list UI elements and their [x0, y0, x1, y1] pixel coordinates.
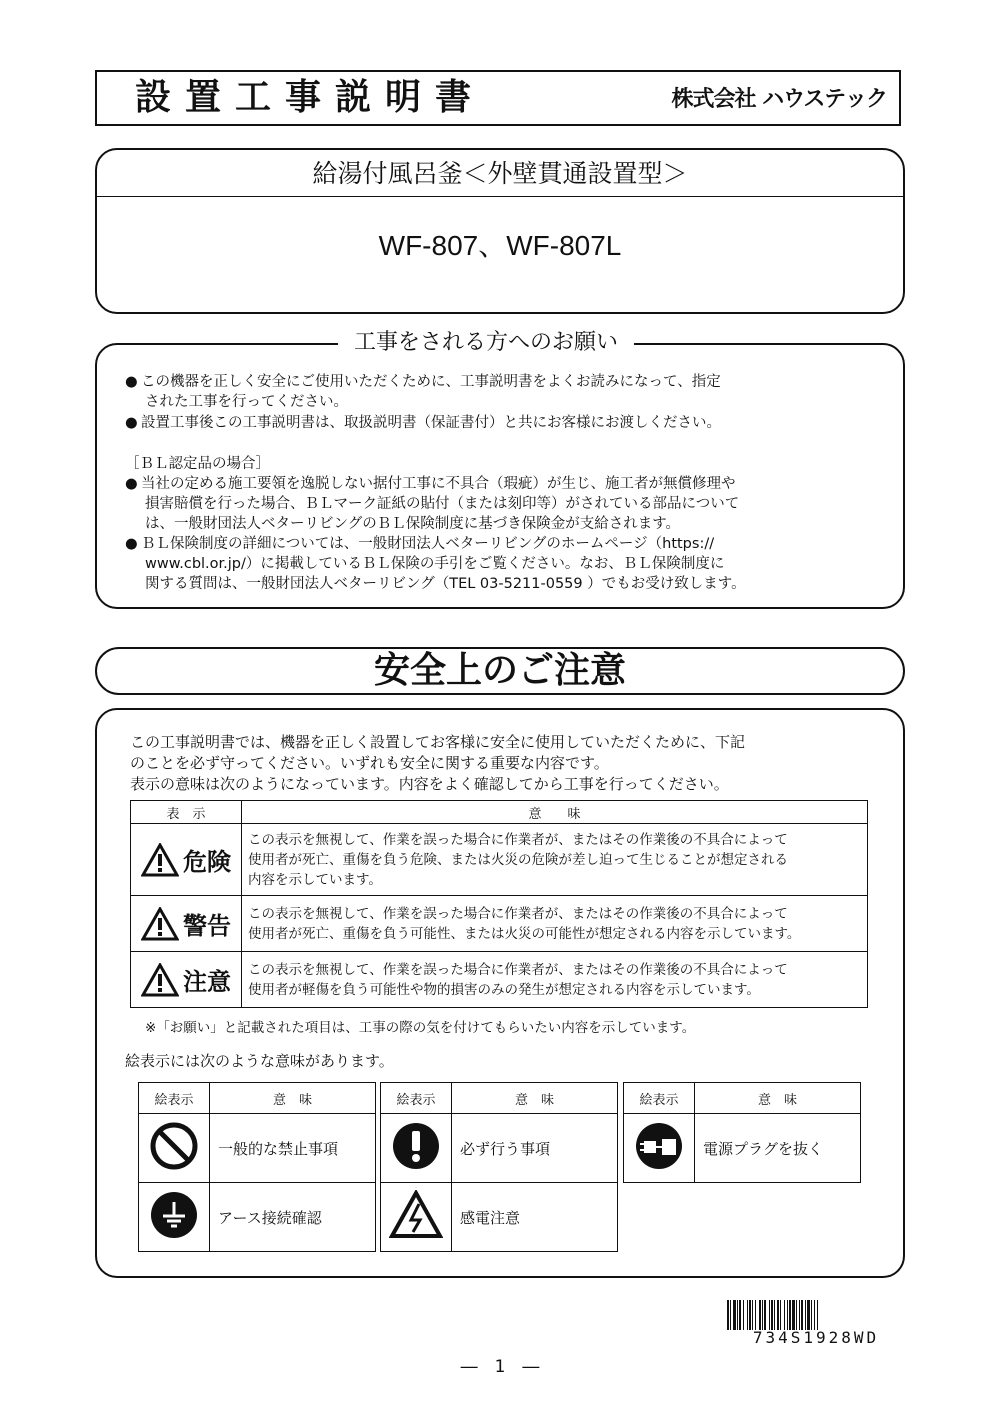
signal-word-table: [130, 800, 868, 1008]
pictogram-intro: 絵表示には次のような意味があります。: [125, 1052, 394, 1070]
request-bullet-1: ● この機器を正しく安全にご使用いただくために、工事説明書をよくお読みになって、指定 された工事を行ってください。: [125, 374, 721, 410]
product-type: 給湯付風呂釜＜外壁貫通設置型＞: [312, 159, 688, 188]
bullet-icon: ●: [125, 415, 138, 431]
signal-word-warning: 警告: [183, 912, 231, 940]
pictogram-table-1: 絵表示 意 味 一般的な禁止事項 アース接続確認: [138, 1082, 376, 1252]
bl-bullet-2: ● ＢＬ保険制度の詳細については、一般財団法人ベターリビングのホームページ（https:// www.cbl.or.jp/）に掲載しているＢＬ保険の手引をご覧ください。なお、ＢＬ保険制度に 関する質問は、一般財団法人ベターリビング（TEL 03-5211-0559 ）でもお受け致します。: [125, 536, 746, 592]
mandatory-icon: [391, 1121, 441, 1171]
table-row: アース接続確認: [139, 1183, 376, 1252]
pictogram-table-3: 絵表示 意 味 電源プラグを抜く: [623, 1082, 861, 1183]
warning-triangle-icon: [141, 963, 179, 997]
document-title: 設置工事説明書: [135, 77, 486, 118]
ground-icon: [149, 1190, 199, 1240]
signal-description: この表示を無視して、作業を誤った場合に作業者が、またはその作業後の不具合によって 使用者が死亡、重傷を負う可能性、または火災の可能性が想定される内容を示しています。: [242, 896, 868, 952]
unplug-icon: [634, 1121, 684, 1171]
request-bullet-2: ● 設置工事後この工事説明書は、取扱説明書（保証書付）と共にお客様にお渡しください。: [125, 415, 721, 431]
company-name: 株式会社 ハウステック: [671, 87, 887, 112]
product-models: WF-807、WF-807L: [378, 230, 622, 261]
barcode: [727, 1300, 905, 1330]
signal-word-danger: 危険: [183, 848, 231, 876]
signal-description: この表示を無視して、作業を誤った場合に作業者が、またはその作業後の不具合によって 使用者が死亡、重傷を負う危険、または火災の危険が差し迫って生じることが想定される 内容を示しています。: [242, 824, 868, 896]
electric-shock-icon: [389, 1190, 443, 1240]
bullet-icon: ●: [125, 536, 138, 552]
signal-description: この表示を無視して、作業を誤った場合に作業者が、またはその作業後の不具合によって 使用者が軽傷を負う可能性や物的損害のみの発生が想定される内容を示しています。: [242, 952, 868, 1008]
pictogram-table-2: 絵表示 意 味 必ず行う事項 感電注意: [380, 1082, 618, 1252]
bl-heading: ［ＢＬ認定品の場合］: [125, 456, 270, 472]
table-row: 電源プラグを抜く: [624, 1114, 861, 1183]
product-box: [95, 148, 905, 314]
table-row: [131, 896, 868, 952]
table-row: 感電注意: [381, 1183, 618, 1252]
column-header-sign: 表 示: [131, 801, 242, 824]
barcode-text: 734S1928WD: [752, 1328, 880, 1347]
safety-intro: この工事説明書では、機器を正しく設置してお客様に安全に使用していただくために、下記 のことを必ず守ってください。いずれも安全に関する重要な内容です。 表示の意味は次のようになっています。内容をよく確認してから工事を行ってください。: [130, 733, 746, 793]
table-row: [131, 952, 868, 1008]
bl-bullet-1: ● 当社の定める施工要領を逸脱しない据付工事に不具合（瑕疵）が生じ、施工者が無償修理や 損害賠償を行った場合、ＢＬマーク証紙の貼付（または刻印等）がされている部品について は、一般財団法人ベターリビングのＢＬ保険制度に基づき保険金が支給されます。: [125, 476, 740, 532]
title-box: [95, 70, 901, 126]
table-row: [131, 824, 868, 896]
note-line: ※「お願い」と記載された項目は、工事の際の気を付けてもらいたい内容を示しています。: [145, 1020, 696, 1036]
column-header-meaning: 意 味: [242, 801, 868, 824]
signal-word-caution: 注意: [183, 968, 231, 996]
page-number: ― 1 ―: [460, 1357, 540, 1377]
safety-title-box: [95, 647, 905, 695]
prohibition-icon: [149, 1121, 199, 1171]
bullet-icon: ●: [125, 374, 138, 390]
request-heading: 工事をされる方へのお願い: [338, 328, 634, 358]
divider: [97, 196, 903, 197]
warning-triangle-icon: [141, 843, 179, 877]
bullet-icon: ●: [125, 476, 138, 492]
safety-title: 安全上のご注意: [373, 650, 626, 691]
table-row: 一般的な禁止事項: [139, 1114, 376, 1183]
warning-triangle-icon: [141, 907, 179, 941]
table-row: 必ず行う事項: [381, 1114, 618, 1183]
